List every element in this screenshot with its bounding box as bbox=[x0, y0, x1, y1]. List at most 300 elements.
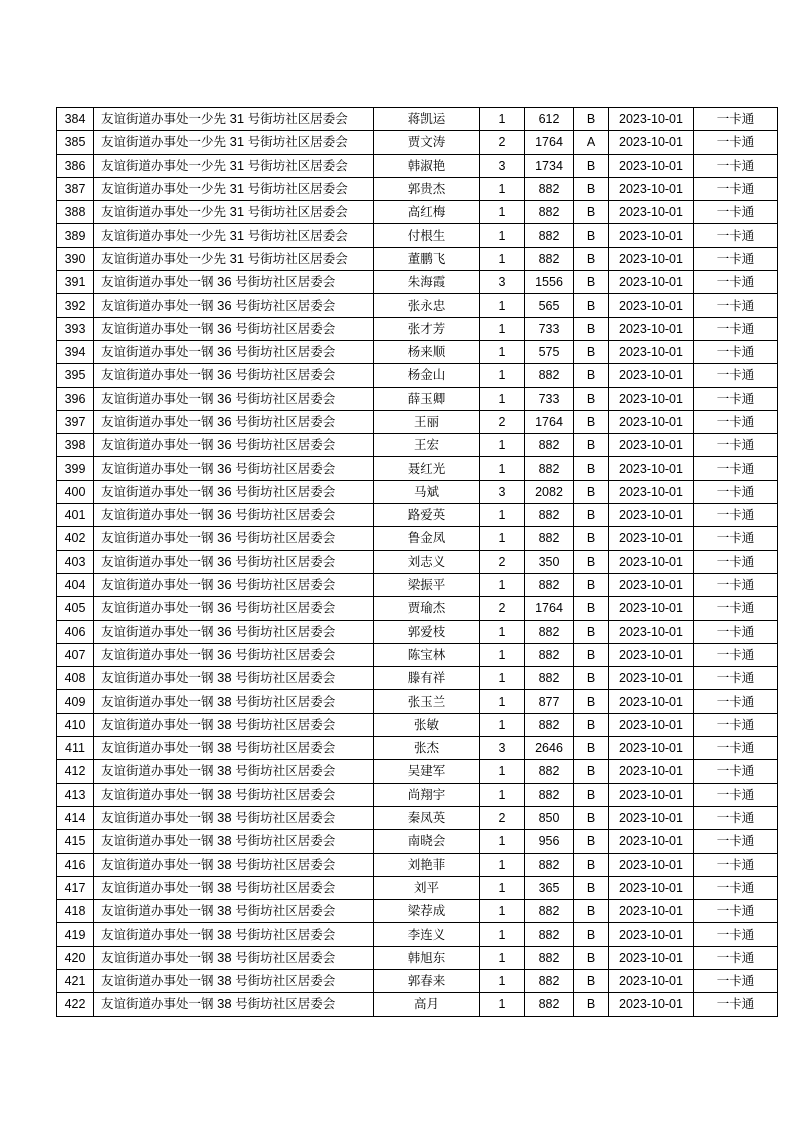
cell-category: B bbox=[574, 876, 609, 899]
cell-persons: 1 bbox=[480, 247, 525, 270]
cell-amount: 882 bbox=[525, 713, 574, 736]
cell-persons: 3 bbox=[480, 154, 525, 177]
table-row bbox=[57, 131, 778, 154]
cell-date: 2023-10-01 bbox=[609, 830, 694, 853]
cell-date: 2023-10-01 bbox=[609, 434, 694, 457]
cell-seq: 385 bbox=[57, 131, 94, 154]
cell-unit: 友谊街道办事处一钢 36 号街坊社区居委会 bbox=[94, 364, 374, 387]
cell-category: B bbox=[574, 620, 609, 643]
cell-payment: 一卡通 bbox=[694, 294, 778, 317]
cell-seq: 396 bbox=[57, 387, 94, 410]
cell-amount: 882 bbox=[525, 201, 574, 224]
cell-category: B bbox=[574, 690, 609, 713]
cell-name: 尚翔宇 bbox=[374, 783, 480, 806]
cell-name: 郭爱枝 bbox=[374, 620, 480, 643]
cell-payment: 一卡通 bbox=[694, 620, 778, 643]
cell-amount: 1764 bbox=[525, 597, 574, 620]
table-row bbox=[57, 364, 778, 387]
table-row bbox=[57, 783, 778, 806]
cell-payment: 一卡通 bbox=[694, 713, 778, 736]
cell-unit: 友谊街道办事处一少先 31 号街坊社区居委会 bbox=[94, 131, 374, 154]
table-row bbox=[57, 597, 778, 620]
cell-date: 2023-10-01 bbox=[609, 923, 694, 946]
cell-name: 蒋凯运 bbox=[374, 108, 480, 131]
cell-payment: 一卡通 bbox=[694, 434, 778, 457]
cell-date: 2023-10-01 bbox=[609, 201, 694, 224]
cell-amount: 882 bbox=[525, 760, 574, 783]
cell-name: 张玉兰 bbox=[374, 690, 480, 713]
cell-payment: 一卡通 bbox=[694, 923, 778, 946]
table-row bbox=[57, 177, 778, 200]
cell-name: 刘平 bbox=[374, 876, 480, 899]
table-row bbox=[57, 620, 778, 643]
cell-payment: 一卡通 bbox=[694, 900, 778, 923]
cell-payment: 一卡通 bbox=[694, 550, 778, 573]
cell-name: 高红梅 bbox=[374, 201, 480, 224]
cell-payment: 一卡通 bbox=[694, 643, 778, 666]
cell-date: 2023-10-01 bbox=[609, 247, 694, 270]
cell-payment: 一卡通 bbox=[694, 317, 778, 340]
cell-amount: 733 bbox=[525, 317, 574, 340]
cell-amount: 882 bbox=[525, 434, 574, 457]
cell-unit: 友谊街道办事处一钢 38 号街坊社区居委会 bbox=[94, 993, 374, 1016]
cell-seq: 399 bbox=[57, 457, 94, 480]
cell-unit: 友谊街道办事处一钢 36 号街坊社区居委会 bbox=[94, 527, 374, 550]
cell-name: 贾瑜杰 bbox=[374, 597, 480, 620]
cell-amount: 882 bbox=[525, 923, 574, 946]
cell-persons: 1 bbox=[480, 108, 525, 131]
cell-persons: 2 bbox=[480, 410, 525, 433]
cell-unit: 友谊街道办事处一少先 31 号街坊社区居委会 bbox=[94, 247, 374, 270]
cell-date: 2023-10-01 bbox=[609, 737, 694, 760]
table-row bbox=[57, 108, 778, 131]
table-row bbox=[57, 923, 778, 946]
cell-amount: 882 bbox=[525, 993, 574, 1016]
cell-amount: 1764 bbox=[525, 410, 574, 433]
cell-persons: 3 bbox=[480, 271, 525, 294]
cell-date: 2023-10-01 bbox=[609, 993, 694, 1016]
cell-name: 聂红光 bbox=[374, 457, 480, 480]
table-row bbox=[57, 154, 778, 177]
cell-payment: 一卡通 bbox=[694, 201, 778, 224]
cell-name: 郭贵杰 bbox=[374, 177, 480, 200]
cell-amount: 850 bbox=[525, 806, 574, 829]
cell-seq: 390 bbox=[57, 247, 94, 270]
cell-amount: 733 bbox=[525, 387, 574, 410]
table-row bbox=[57, 760, 778, 783]
table-row bbox=[57, 853, 778, 876]
cell-payment: 一卡通 bbox=[694, 457, 778, 480]
cell-category: B bbox=[574, 387, 609, 410]
cell-unit: 友谊街道办事处一钢 36 号街坊社区居委会 bbox=[94, 294, 374, 317]
cell-category: B bbox=[574, 527, 609, 550]
cell-amount: 575 bbox=[525, 340, 574, 363]
cell-seq: 384 bbox=[57, 108, 94, 131]
cell-name: 南晓会 bbox=[374, 830, 480, 853]
cell-unit: 友谊街道办事处一钢 38 号街坊社区居委会 bbox=[94, 969, 374, 992]
cell-category: B bbox=[574, 667, 609, 690]
cell-name: 鲁金凤 bbox=[374, 527, 480, 550]
cell-date: 2023-10-01 bbox=[609, 294, 694, 317]
cell-category: A bbox=[574, 131, 609, 154]
cell-unit: 友谊街道办事处一少先 31 号街坊社区居委会 bbox=[94, 177, 374, 200]
cell-persons: 1 bbox=[480, 201, 525, 224]
cell-amount: 882 bbox=[525, 900, 574, 923]
table-row bbox=[57, 969, 778, 992]
cell-unit: 友谊街道办事处一钢 36 号街坊社区居委会 bbox=[94, 597, 374, 620]
cell-seq: 394 bbox=[57, 340, 94, 363]
cell-category: B bbox=[574, 597, 609, 620]
cell-persons: 1 bbox=[480, 713, 525, 736]
table-row bbox=[57, 830, 778, 853]
cell-amount: 882 bbox=[525, 247, 574, 270]
cell-persons: 1 bbox=[480, 830, 525, 853]
cell-amount: 1764 bbox=[525, 131, 574, 154]
table-row bbox=[57, 434, 778, 457]
cell-persons: 1 bbox=[480, 620, 525, 643]
cell-amount: 956 bbox=[525, 830, 574, 853]
cell-unit: 友谊街道办事处一钢 36 号街坊社区居委会 bbox=[94, 271, 374, 294]
cell-persons: 1 bbox=[480, 387, 525, 410]
cell-date: 2023-10-01 bbox=[609, 224, 694, 247]
cell-date: 2023-10-01 bbox=[609, 760, 694, 783]
cell-unit: 友谊街道办事处一钢 36 号街坊社区居委会 bbox=[94, 643, 374, 666]
cell-persons: 1 bbox=[480, 364, 525, 387]
cell-date: 2023-10-01 bbox=[609, 713, 694, 736]
cell-persons: 1 bbox=[480, 643, 525, 666]
cell-date: 2023-10-01 bbox=[609, 364, 694, 387]
cell-persons: 1 bbox=[480, 294, 525, 317]
cell-persons: 1 bbox=[480, 900, 525, 923]
cell-category: B bbox=[574, 247, 609, 270]
cell-unit: 友谊街道办事处一钢 38 号街坊社区居委会 bbox=[94, 876, 374, 899]
cell-seq: 422 bbox=[57, 993, 94, 1016]
cell-date: 2023-10-01 bbox=[609, 387, 694, 410]
cell-name: 杨来顺 bbox=[374, 340, 480, 363]
cell-category: B bbox=[574, 713, 609, 736]
cell-unit: 友谊街道办事处一钢 38 号街坊社区居委会 bbox=[94, 900, 374, 923]
cell-category: B bbox=[574, 550, 609, 573]
cell-persons: 1 bbox=[480, 923, 525, 946]
cell-payment: 一卡通 bbox=[694, 876, 778, 899]
cell-category: B bbox=[574, 410, 609, 433]
cell-payment: 一卡通 bbox=[694, 783, 778, 806]
cell-unit: 友谊街道办事处一钢 36 号街坊社区居委会 bbox=[94, 387, 374, 410]
cell-date: 2023-10-01 bbox=[609, 340, 694, 363]
cell-name: 李连义 bbox=[374, 923, 480, 946]
cell-payment: 一卡通 bbox=[694, 108, 778, 131]
cell-date: 2023-10-01 bbox=[609, 177, 694, 200]
cell-date: 2023-10-01 bbox=[609, 597, 694, 620]
table-row bbox=[57, 317, 778, 340]
cell-unit: 友谊街道办事处一钢 36 号街坊社区居委会 bbox=[94, 620, 374, 643]
cell-date: 2023-10-01 bbox=[609, 783, 694, 806]
table-row bbox=[57, 993, 778, 1016]
cell-payment: 一卡通 bbox=[694, 969, 778, 992]
cell-date: 2023-10-01 bbox=[609, 573, 694, 596]
cell-unit: 友谊街道办事处一少先 31 号街坊社区居委会 bbox=[94, 224, 374, 247]
cell-name: 张才芳 bbox=[374, 317, 480, 340]
cell-persons: 1 bbox=[480, 853, 525, 876]
cell-amount: 882 bbox=[525, 457, 574, 480]
cell-payment: 一卡通 bbox=[694, 480, 778, 503]
cell-seq: 415 bbox=[57, 830, 94, 853]
cell-persons: 1 bbox=[480, 177, 525, 200]
cell-name: 贾文涛 bbox=[374, 131, 480, 154]
cell-seq: 409 bbox=[57, 690, 94, 713]
cell-name: 王宏 bbox=[374, 434, 480, 457]
cell-date: 2023-10-01 bbox=[609, 620, 694, 643]
cell-unit: 友谊街道办事处一钢 38 号街坊社区居委会 bbox=[94, 853, 374, 876]
cell-date: 2023-10-01 bbox=[609, 154, 694, 177]
cell-name: 秦凤英 bbox=[374, 806, 480, 829]
cell-name: 张杰 bbox=[374, 737, 480, 760]
cell-name: 滕有祥 bbox=[374, 667, 480, 690]
cell-payment: 一卡通 bbox=[694, 760, 778, 783]
cell-unit: 友谊街道办事处一钢 38 号街坊社区居委会 bbox=[94, 760, 374, 783]
cell-category: B bbox=[574, 108, 609, 131]
cell-name: 朱海霞 bbox=[374, 271, 480, 294]
cell-name: 郭春来 bbox=[374, 969, 480, 992]
cell-persons: 2 bbox=[480, 806, 525, 829]
cell-name: 杨金山 bbox=[374, 364, 480, 387]
cell-seq: 404 bbox=[57, 573, 94, 596]
cell-unit: 友谊街道办事处一钢 38 号街坊社区居委会 bbox=[94, 923, 374, 946]
cell-persons: 1 bbox=[480, 457, 525, 480]
cell-unit: 友谊街道办事处一少先 31 号街坊社区居委会 bbox=[94, 201, 374, 224]
cell-category: B bbox=[574, 760, 609, 783]
table-row bbox=[57, 340, 778, 363]
cell-date: 2023-10-01 bbox=[609, 946, 694, 969]
cell-seq: 405 bbox=[57, 597, 94, 620]
cell-name: 韩旭东 bbox=[374, 946, 480, 969]
cell-seq: 412 bbox=[57, 760, 94, 783]
cell-name: 梁荐成 bbox=[374, 900, 480, 923]
cell-unit: 友谊街道办事处一钢 38 号街坊社区居委会 bbox=[94, 737, 374, 760]
cell-seq: 400 bbox=[57, 480, 94, 503]
cell-unit: 友谊街道办事处一钢 38 号街坊社区居委会 bbox=[94, 713, 374, 736]
cell-payment: 一卡通 bbox=[694, 597, 778, 620]
cell-name: 马斌 bbox=[374, 480, 480, 503]
cell-unit: 友谊街道办事处一钢 38 号街坊社区居委会 bbox=[94, 830, 374, 853]
cell-category: B bbox=[574, 480, 609, 503]
cell-amount: 1734 bbox=[525, 154, 574, 177]
cell-amount: 1556 bbox=[525, 271, 574, 294]
cell-payment: 一卡通 bbox=[694, 271, 778, 294]
cell-seq: 403 bbox=[57, 550, 94, 573]
cell-name: 路爱英 bbox=[374, 504, 480, 527]
cell-seq: 391 bbox=[57, 271, 94, 294]
cell-payment: 一卡通 bbox=[694, 573, 778, 596]
cell-persons: 1 bbox=[480, 946, 525, 969]
cell-seq: 419 bbox=[57, 923, 94, 946]
table-row bbox=[57, 550, 778, 573]
cell-category: B bbox=[574, 201, 609, 224]
table-row bbox=[57, 410, 778, 433]
cell-seq: 395 bbox=[57, 364, 94, 387]
cell-category: B bbox=[574, 457, 609, 480]
cell-payment: 一卡通 bbox=[694, 224, 778, 247]
table-row bbox=[57, 387, 778, 410]
cell-amount: 882 bbox=[525, 643, 574, 666]
cell-date: 2023-10-01 bbox=[609, 690, 694, 713]
cell-date: 2023-10-01 bbox=[609, 876, 694, 899]
table-row bbox=[57, 504, 778, 527]
cell-category: B bbox=[574, 737, 609, 760]
table-row bbox=[57, 667, 778, 690]
cell-category: B bbox=[574, 783, 609, 806]
cell-seq: 388 bbox=[57, 201, 94, 224]
cell-date: 2023-10-01 bbox=[609, 853, 694, 876]
cell-seq: 386 bbox=[57, 154, 94, 177]
cell-seq: 411 bbox=[57, 737, 94, 760]
cell-name: 吴建军 bbox=[374, 760, 480, 783]
cell-seq: 393 bbox=[57, 317, 94, 340]
cell-category: B bbox=[574, 434, 609, 457]
cell-date: 2023-10-01 bbox=[609, 504, 694, 527]
cell-payment: 一卡通 bbox=[694, 737, 778, 760]
cell-category: B bbox=[574, 830, 609, 853]
cell-category: B bbox=[574, 294, 609, 317]
cell-category: B bbox=[574, 806, 609, 829]
cell-payment: 一卡通 bbox=[694, 247, 778, 270]
cell-amount: 2646 bbox=[525, 737, 574, 760]
cell-date: 2023-10-01 bbox=[609, 900, 694, 923]
cell-name: 梁振平 bbox=[374, 573, 480, 596]
cell-name: 张敏 bbox=[374, 713, 480, 736]
table-row bbox=[57, 737, 778, 760]
table-row bbox=[57, 457, 778, 480]
cell-payment: 一卡通 bbox=[694, 667, 778, 690]
cell-persons: 1 bbox=[480, 434, 525, 457]
cell-category: B bbox=[574, 271, 609, 294]
cell-name: 刘艳菲 bbox=[374, 853, 480, 876]
cell-persons: 1 bbox=[480, 504, 525, 527]
cell-unit: 友谊街道办事处一钢 38 号街坊社区居委会 bbox=[94, 667, 374, 690]
cell-seq: 408 bbox=[57, 667, 94, 690]
cell-category: B bbox=[574, 154, 609, 177]
cell-payment: 一卡通 bbox=[694, 177, 778, 200]
cell-amount: 882 bbox=[525, 620, 574, 643]
cell-category: B bbox=[574, 317, 609, 340]
document-page bbox=[56, 107, 755, 1017]
cell-name: 付根生 bbox=[374, 224, 480, 247]
cell-amount: 565 bbox=[525, 294, 574, 317]
cell-persons: 1 bbox=[480, 876, 525, 899]
table-row bbox=[57, 271, 778, 294]
table-row bbox=[57, 480, 778, 503]
table-body bbox=[57, 108, 778, 1017]
cell-name: 王丽 bbox=[374, 410, 480, 433]
cell-persons: 1 bbox=[480, 224, 525, 247]
cell-persons: 3 bbox=[480, 480, 525, 503]
cell-seq: 414 bbox=[57, 806, 94, 829]
cell-date: 2023-10-01 bbox=[609, 457, 694, 480]
cell-date: 2023-10-01 bbox=[609, 969, 694, 992]
cell-persons: 1 bbox=[480, 760, 525, 783]
cell-category: B bbox=[574, 643, 609, 666]
cell-persons: 2 bbox=[480, 131, 525, 154]
cell-persons: 1 bbox=[480, 783, 525, 806]
table-row bbox=[57, 247, 778, 270]
cell-seq: 420 bbox=[57, 946, 94, 969]
cell-amount: 882 bbox=[525, 783, 574, 806]
cell-category: B bbox=[574, 969, 609, 992]
cell-amount: 612 bbox=[525, 108, 574, 131]
cell-seq: 413 bbox=[57, 783, 94, 806]
cell-category: B bbox=[574, 853, 609, 876]
cell-date: 2023-10-01 bbox=[609, 410, 694, 433]
cell-category: B bbox=[574, 993, 609, 1016]
cell-payment: 一卡通 bbox=[694, 830, 778, 853]
cell-date: 2023-10-01 bbox=[609, 317, 694, 340]
cell-payment: 一卡通 bbox=[694, 993, 778, 1016]
cell-seq: 402 bbox=[57, 527, 94, 550]
cell-unit: 友谊街道办事处一钢 36 号街坊社区居委会 bbox=[94, 457, 374, 480]
cell-persons: 1 bbox=[480, 527, 525, 550]
cell-name: 陈宝林 bbox=[374, 643, 480, 666]
cell-amount: 2082 bbox=[525, 480, 574, 503]
cell-amount: 882 bbox=[525, 364, 574, 387]
cell-seq: 392 bbox=[57, 294, 94, 317]
cell-persons: 1 bbox=[480, 317, 525, 340]
cell-unit: 友谊街道办事处一钢 36 号街坊社区居委会 bbox=[94, 480, 374, 503]
cell-persons: 3 bbox=[480, 737, 525, 760]
cell-payment: 一卡通 bbox=[694, 410, 778, 433]
cell-seq: 410 bbox=[57, 713, 94, 736]
cell-amount: 877 bbox=[525, 690, 574, 713]
cell-category: B bbox=[574, 177, 609, 200]
cell-date: 2023-10-01 bbox=[609, 527, 694, 550]
cell-seq: 398 bbox=[57, 434, 94, 457]
cell-unit: 友谊街道办事处一少先 31 号街坊社区居委会 bbox=[94, 108, 374, 131]
cell-unit: 友谊街道办事处一钢 38 号街坊社区居委会 bbox=[94, 690, 374, 713]
cell-date: 2023-10-01 bbox=[609, 131, 694, 154]
cell-amount: 882 bbox=[525, 573, 574, 596]
cell-payment: 一卡通 bbox=[694, 946, 778, 969]
table-row bbox=[57, 294, 778, 317]
cell-category: B bbox=[574, 224, 609, 247]
cell-payment: 一卡通 bbox=[694, 387, 778, 410]
cell-persons: 1 bbox=[480, 690, 525, 713]
cell-seq: 417 bbox=[57, 876, 94, 899]
cell-payment: 一卡通 bbox=[694, 527, 778, 550]
cell-amount: 882 bbox=[525, 224, 574, 247]
cell-amount: 350 bbox=[525, 550, 574, 573]
cell-amount: 882 bbox=[525, 969, 574, 992]
table-row bbox=[57, 201, 778, 224]
cell-date: 2023-10-01 bbox=[609, 550, 694, 573]
cell-date: 2023-10-01 bbox=[609, 108, 694, 131]
cell-category: B bbox=[574, 923, 609, 946]
table-row bbox=[57, 713, 778, 736]
cell-amount: 882 bbox=[525, 177, 574, 200]
cell-amount: 882 bbox=[525, 946, 574, 969]
cell-payment: 一卡通 bbox=[694, 504, 778, 527]
table-row bbox=[57, 224, 778, 247]
cell-persons: 1 bbox=[480, 993, 525, 1016]
cell-persons: 2 bbox=[480, 550, 525, 573]
cell-seq: 387 bbox=[57, 177, 94, 200]
cell-category: B bbox=[574, 504, 609, 527]
cell-seq: 397 bbox=[57, 410, 94, 433]
cell-category: B bbox=[574, 340, 609, 363]
cell-persons: 1 bbox=[480, 667, 525, 690]
cell-seq: 407 bbox=[57, 643, 94, 666]
cell-unit: 友谊街道办事处一钢 36 号街坊社区居委会 bbox=[94, 340, 374, 363]
cell-seq: 406 bbox=[57, 620, 94, 643]
cell-seq: 389 bbox=[57, 224, 94, 247]
